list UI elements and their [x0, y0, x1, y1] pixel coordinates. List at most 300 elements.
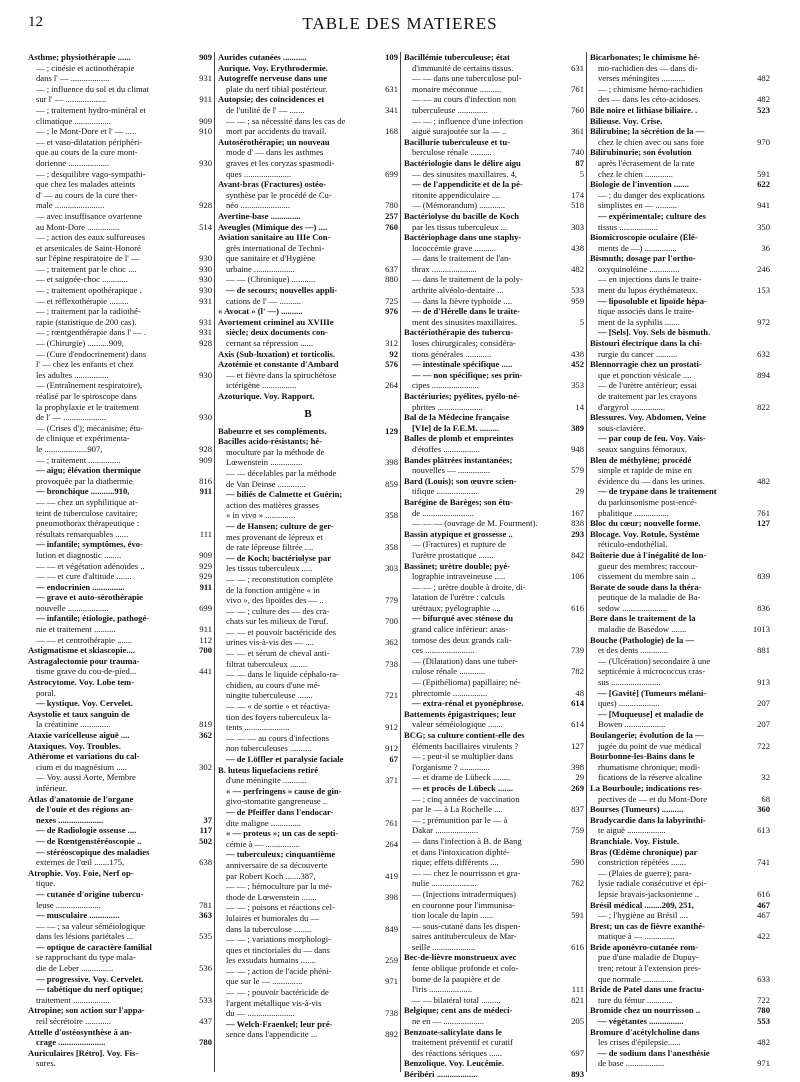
entry-page-ref: 358: [385, 542, 398, 553]
index-entry: [404, 518, 584, 529]
entry-page-ref: 931: [199, 73, 212, 84]
entry-page-ref: 590: [571, 857, 584, 868]
entry-page-ref: 909: [199, 454, 212, 465]
entry-text: par les tissus tuberculeux ...: [412, 221, 508, 232]
index-entry: [590, 1005, 770, 1016]
index-entry: [404, 942, 584, 953]
entry-text: Brésil médical ........209, 251,: [590, 899, 694, 910]
entry-text: — (Dilatation) dans une tuber-: [412, 655, 518, 666]
entry-page-ref: 836: [757, 602, 770, 613]
index-entry: [590, 910, 770, 921]
index-entry: [28, 561, 212, 572]
index-entry: [590, 1058, 770, 1069]
index-entry: [218, 84, 398, 95]
index-entry: [218, 179, 398, 190]
entry-text: — et réflexothérapie .........: [36, 295, 129, 306]
index-entry: [404, 709, 584, 720]
index-entry: [218, 479, 398, 490]
entry-text: Lœwenstein ...............: [226, 457, 303, 468]
index-entry: [404, 338, 584, 349]
entry-page-ref: 363: [199, 910, 212, 921]
entry-text: — ; le Mont-Dore et l' — .....: [36, 126, 137, 137]
entry-text: Asthme; physiothérapie ......: [28, 52, 131, 62]
index-entry: [590, 900, 770, 911]
entry-text: — dans le traitement de l'an-: [412, 253, 512, 264]
index-entry: [28, 730, 212, 741]
index-entry: [28, 645, 212, 656]
entry-text: Béribéri ...................: [404, 1069, 478, 1079]
entry-page-ref: 721: [385, 690, 398, 701]
index-entry: [218, 1029, 398, 1040]
entry-text: berculose rénale ..........: [412, 147, 492, 158]
entry-text: — et drame de Lübeck ........: [412, 772, 511, 783]
entry-text: — ; traitement opothérapique .: [36, 285, 142, 296]
entry-page-ref: 303: [571, 221, 584, 232]
entry-page-ref: 109: [385, 52, 398, 62]
entry-text: Bilirubinurie; son évolution: [590, 147, 692, 158]
index-entry: [28, 264, 212, 275]
entry-page-ref: 971: [757, 1058, 770, 1069]
entry-page-ref: 153: [757, 285, 770, 296]
entry-page-ref: 837: [571, 804, 584, 815]
index-entry: [404, 296, 584, 307]
index-entry: [590, 719, 770, 730]
entry-text: — — ; culture des — des cra-: [226, 605, 330, 616]
entry-text: tique.: [36, 878, 56, 889]
index-entry: [28, 571, 212, 582]
entry-text: « in vivo » ..............: [226, 510, 296, 521]
entry-page-ref: 438: [571, 242, 584, 253]
entry-page-ref: 722: [757, 740, 770, 751]
index-entry: [218, 105, 398, 116]
page-number: 12: [28, 14, 43, 30]
entry-text: Aviation sanitaire au IIIe Con-: [218, 232, 331, 243]
entry-text: simple et rapide de mise en: [598, 465, 692, 476]
entry-text: — ; rœntgenthérapie dans l' — .: [36, 327, 147, 338]
index-entry: [218, 426, 398, 437]
index-entry: [590, 550, 770, 561]
entry-text: et dans l'intoxication diphté-: [412, 846, 510, 857]
entry-text: ces .......................: [412, 645, 475, 656]
entry-page-ref: 533: [199, 994, 212, 1005]
entry-text: Atropine; son action sur l'appa-: [28, 1005, 145, 1016]
index-entry: [28, 677, 212, 688]
index-entry: [28, 370, 212, 381]
entry-text: — et fièvre dans la spirochétose: [226, 369, 337, 380]
entry-page-ref: 909: [199, 115, 212, 126]
entry-page-ref: 389: [571, 422, 584, 433]
entry-page-ref: 697: [571, 1047, 584, 1058]
index-entry: [28, 878, 212, 889]
index-entry: [590, 688, 770, 699]
entry-page-ref: 930: [199, 253, 212, 264]
entry-text: le ....................907,: [36, 443, 103, 454]
entry-page-ref: 362: [199, 730, 212, 740]
entry-text: Bassinet; urètre double; pyé-: [404, 560, 511, 571]
entry-page-ref: 638: [199, 857, 212, 868]
index-entry: [218, 563, 398, 574]
index-entry: [590, 465, 770, 476]
entry-text: — optique de caractère familial: [36, 941, 152, 952]
index-entry: [28, 529, 212, 540]
entry-text: thode de Lœwenstein .......: [226, 891, 317, 902]
entry-text: Blocage. Voy. Rotule, Système: [590, 528, 700, 539]
entry-text: Atlas d'anatomie de l'organe: [28, 793, 134, 804]
entry-text: la prophylaxie et le traitement: [36, 401, 140, 412]
index-entry: [28, 508, 212, 519]
entry-text: — — — au cours d'infections: [226, 732, 329, 743]
entry-page-ref: 838: [571, 518, 584, 529]
index-entry: [404, 974, 584, 985]
entry-text: Bras (Œdème chronique) par: [590, 846, 698, 857]
index-entry: [218, 274, 398, 285]
entry-text: — — ; action de l'acide phéni-: [226, 965, 332, 976]
index-column-1: [28, 52, 214, 1072]
entry-text: grès international de Techni-: [226, 242, 325, 253]
index-entry: [28, 63, 212, 74]
entry-page-ref: 269: [571, 782, 584, 793]
entry-text: Bard (Louis); son œuvre scien-: [404, 475, 517, 486]
index-entry: [218, 648, 398, 659]
index-entry: [28, 518, 212, 529]
index-entry: [590, 317, 770, 328]
entry-text: thrax .....................: [412, 263, 477, 274]
entry-text: — ; l'hygiène au Brésil ....: [598, 910, 689, 921]
entry-text: tomose des deux grands cali-: [412, 634, 512, 645]
entry-page-ref: 117: [199, 825, 212, 836]
index-entry: [590, 974, 770, 985]
entry-text: pectives de — et du Mont-Dore: [598, 793, 708, 804]
entry-text: de base ..................: [598, 1058, 665, 1069]
index-entry: [404, 349, 584, 360]
index-entry: [590, 518, 770, 529]
entry-text: sedow .....................: [598, 602, 668, 613]
index-entry: [28, 497, 212, 508]
entry-text: — de Radiologie osseuse ....: [36, 825, 137, 836]
entry-text: sures.: [36, 1058, 56, 1069]
entry-page-ref: 616: [571, 941, 584, 952]
index-entry: [590, 455, 770, 466]
index-entry: [590, 539, 770, 550]
entry-text: Branchiale. Voy. Fistule.: [590, 835, 680, 846]
entry-text: des — dans les céto-acidoses.: [598, 94, 701, 105]
index-entry: [590, 391, 770, 402]
entry-text: après l'écrasement de la rate: [598, 157, 695, 168]
entry-text: Balles de plomb et empreintes: [404, 433, 514, 444]
entry-text: et arsenicales de Saint-Honoré: [36, 242, 141, 253]
entry-text: bome de la paupière et de: [412, 973, 501, 984]
entry-text: « — proteus »; un cas de septi-: [226, 828, 339, 839]
entry-text: Bacillurie tuberculeuse et tu-: [404, 136, 511, 147]
entry-page-ref: 579: [571, 465, 584, 476]
entry-page-ref: 264: [385, 838, 398, 849]
entry-text: monaire méconnue ..........: [412, 83, 502, 94]
index-entry: [404, 1016, 584, 1027]
index-entry: [590, 126, 770, 137]
entry-text: Axis (Sub-luxation) et torticolis.: [218, 348, 335, 359]
entry-text: filtrat tuberculeux ........: [226, 658, 308, 669]
index-entry: [404, 730, 584, 741]
entry-page-ref: 87: [575, 157, 584, 168]
index-entry: [590, 444, 770, 455]
entry-text: verses méningites ...........: [598, 73, 686, 84]
index-entry: [218, 934, 398, 945]
index-entry: [404, 158, 584, 169]
entry-page-ref: 699: [199, 602, 212, 613]
entry-text: — — « de sortie » et réactiva-: [226, 701, 331, 712]
index-entry: [404, 274, 584, 285]
index-entry: [404, 497, 584, 508]
index-entry: [590, 147, 770, 158]
entry-text: tifique ...................: [412, 486, 478, 497]
entry-text: Brest; un cas de fièvre exanthé-: [590, 920, 705, 931]
index-entry: [218, 924, 398, 935]
index-entry: [28, 222, 212, 233]
entry-page-ref: 518: [571, 200, 584, 211]
index-entry: [404, 995, 584, 1006]
entry-page-ref: 482: [757, 475, 770, 486]
entry-page-ref: 912: [385, 722, 398, 733]
entry-text: septicémie à micrococcus cras-: [598, 666, 706, 677]
index-entry: [218, 606, 398, 617]
entry-page-ref: 482: [757, 94, 770, 105]
index-entry: [590, 433, 770, 444]
entry-text: « — perfringens » cause de gin-: [226, 785, 342, 796]
entry-page-ref: 959: [571, 295, 584, 306]
entry-text: Bilieuse. Voy. Crise.: [590, 115, 663, 126]
entry-text: Azotémie et constante d'Ambard: [218, 359, 339, 370]
index-entry: [218, 521, 398, 532]
index-entry: [218, 116, 398, 127]
entry-text: — — non spécifique; ses prin-: [412, 369, 523, 380]
entry-text: évidence du — dans les urines.: [598, 475, 705, 486]
entry-text: — — et végétation adénoïdes ..: [36, 560, 145, 571]
index-entry: [218, 733, 398, 744]
entry-text: te aiguë ..................: [598, 825, 666, 836]
entry-text: teint de tuberculose cavitaire;: [36, 507, 138, 518]
entry-text: cations de l' — ..........: [226, 295, 302, 306]
index-entry: [404, 666, 584, 677]
entry-page-ref: 29: [575, 772, 584, 783]
index-column-4: [586, 52, 772, 1072]
index-entry: [590, 868, 770, 879]
index-entry: [218, 574, 398, 585]
index-entry: [590, 359, 770, 370]
entry-page-ref: 32: [761, 772, 770, 783]
index-entry: [218, 391, 398, 402]
entry-text: — intestinale spécifique .....: [412, 359, 513, 370]
entry-text: dans les lésions pariétales ...: [36, 931, 134, 942]
index-entry: [28, 433, 212, 444]
entry-text: simplistes en — ..........: [598, 200, 678, 211]
index-entry: [218, 1008, 398, 1019]
entry-text: « Avocat » (l' —) ..........: [218, 306, 303, 317]
entry-text: Bride de Patel dans une fractu-: [590, 984, 705, 995]
entry-text: — stéréoscopique des maladies: [36, 846, 150, 857]
entry-page-ref: 911: [199, 624, 212, 635]
entry-text: Bromure d'acétylcholine dans: [590, 1026, 700, 1037]
entry-text: Aveugles (Mimique des —) ....: [218, 221, 328, 232]
entry-text: loses chirurgicales; considéra-: [412, 338, 516, 349]
index-entry: [590, 582, 770, 593]
index-entry: [218, 542, 398, 553]
entry-page-ref: 168: [385, 126, 398, 137]
index-entry: [404, 963, 584, 974]
entry-page-ref: 5: [579, 168, 584, 179]
index-entry: [28, 190, 212, 201]
entry-text: graves et les coryzas spasmodi-: [226, 157, 335, 168]
index-entry: [590, 158, 770, 169]
index-entry: [404, 1048, 584, 1059]
entry-text: culose rénale ............: [412, 666, 486, 677]
entry-text: en couronne pour l'immunisa-: [412, 899, 515, 910]
entry-text: Boîterie due à l'inégalité de lon-: [590, 549, 707, 560]
index-entry: [404, 1037, 584, 1048]
index-entry: [218, 137, 398, 148]
entry-text: les exsudats humains .......: [226, 955, 316, 966]
index-entry: [28, 963, 212, 974]
index-entry: [590, 921, 770, 932]
entry-page-ref: 398: [571, 761, 584, 772]
entry-text: de l'ouïe et des régions an-: [36, 804, 133, 815]
entry-page-ref: 514: [199, 221, 212, 232]
entry-text: maladie de Basedow .......: [598, 624, 687, 635]
entry-text: — de Hansen; culture de ger-: [226, 520, 334, 531]
index-entry: [404, 444, 584, 455]
index-entry: [218, 73, 398, 84]
entry-text: — (Plaies de guerre); para-: [598, 867, 692, 878]
entry-text: Bactériuries; pyélites, pyélo-né-: [404, 391, 520, 401]
entry-text: male .......................: [36, 200, 105, 211]
index-entry: [590, 327, 770, 338]
index-entry: [590, 169, 770, 180]
index-entry: [28, 1027, 212, 1038]
index-entry: [28, 317, 212, 328]
index-entry: [218, 489, 398, 500]
entry-text: d'immunité de certains tissus.: [412, 62, 514, 73]
index-entry: [404, 529, 584, 540]
index-entry: [404, 63, 584, 74]
entry-text: — de trypane dans le traitement: [598, 486, 717, 497]
entry-page-ref: 931: [199, 327, 212, 338]
index-entry: [218, 627, 398, 638]
entry-text: dans l' — ..................: [36, 73, 110, 84]
index-entry: [28, 868, 212, 879]
index-entry: [28, 306, 212, 317]
entry-page-ref: 881: [757, 645, 770, 656]
entry-text: — (Epithélioma) papillaire; né-: [412, 677, 521, 688]
index-entry: [404, 285, 584, 296]
entry-page-ref: 111: [199, 528, 212, 539]
index-entry: [404, 815, 584, 826]
index-entry: [404, 94, 584, 105]
entry-page-ref: 930: [199, 274, 212, 285]
index-entry: [590, 1048, 770, 1059]
index-entry: [404, 889, 584, 900]
entry-text: climatique .................: [36, 115, 111, 126]
entry-text: provoquée par la diathermie: [36, 475, 133, 486]
entry-text: lysie radiale consécutive et épi-: [598, 878, 707, 889]
index-entry: [218, 945, 398, 956]
entry-text: — (Cure d'endocrinement) dans: [36, 348, 147, 359]
index-entry: [590, 200, 770, 211]
entry-page-ref: 859: [385, 478, 398, 489]
entry-text: — — ; urètre double à droite, di-: [412, 581, 526, 592]
entry-text: Ataxiques. Voy. Troubles.: [28, 740, 121, 751]
entry-page-ref: 127: [757, 518, 770, 529]
entry-page-ref: 106: [571, 571, 584, 582]
entry-text: Astrocytome. Voy. Lobe tem-: [28, 677, 135, 688]
entry-text: tents .....................: [226, 722, 290, 733]
index-entry: [28, 465, 212, 476]
index-entry: [28, 1005, 212, 1016]
entry-page-ref: 467: [757, 899, 770, 910]
entry-text: ment de la syphilis .......: [598, 316, 680, 327]
index-entry: [404, 719, 584, 730]
index-entry: [590, 783, 770, 794]
index-entry: [28, 900, 212, 911]
index-entry: [590, 645, 770, 656]
entry-page-ref: 482: [571, 263, 584, 274]
index-entry: [218, 680, 398, 691]
index-entry: [404, 222, 584, 233]
entry-text: Barégine de Barèges; son étu-: [404, 496, 513, 507]
index-entry: [404, 868, 584, 879]
index-entry: [218, 296, 398, 307]
entry-page-ref: 174: [571, 189, 584, 200]
entry-text: du — ......................: [226, 1008, 295, 1019]
entry-text: Bouche (Pathologie) de la —: [590, 634, 695, 645]
index-entry: [590, 380, 770, 391]
entry-page-ref: 293: [571, 528, 584, 539]
entry-page-ref: 422: [757, 931, 770, 942]
entry-text: — dans le traitement de la poly-: [412, 274, 523, 285]
index-entry: [590, 889, 770, 900]
entry-text: ques) ...................: [598, 698, 660, 709]
index-entry: [28, 338, 212, 349]
index-entry: [590, 942, 770, 953]
entry-text: — ; chimisme hémo-rachidien: [598, 83, 703, 94]
entry-text: néo .......................: [226, 200, 290, 211]
index-entry: [28, 582, 212, 593]
index-entry: [404, 952, 584, 963]
entry-text: pue d'une maladie de Dupuy-: [598, 952, 699, 963]
entry-page-ref: 819: [199, 719, 212, 730]
entry-text: rhumatisme chronique; modi-: [598, 761, 701, 772]
index-entry: [28, 688, 212, 699]
index-entry: [218, 828, 398, 839]
index-entry: [218, 285, 398, 296]
entry-text: mes provenant de lépreux et: [226, 531, 323, 542]
entry-text: et des dents .............: [598, 645, 669, 656]
entry-page-ref: 1013: [752, 624, 770, 635]
entry-text: anniversaire de sa découverte: [226, 859, 328, 870]
entry-text: — en injections dans le traite-: [598, 274, 702, 285]
index-entry: [28, 116, 212, 127]
index-entry: [404, 391, 584, 402]
index-entry: [218, 881, 398, 892]
index-entry: [590, 179, 770, 190]
entry-text: — [Sels]. Voy. Sels de bismuth.: [598, 327, 711, 338]
entry-text: action des matières grasses: [226, 499, 319, 510]
index-entry: [590, 794, 770, 805]
index-entry: [218, 966, 398, 977]
index-entry: [218, 243, 398, 254]
entry-text: l'organisme ? ..............: [412, 761, 490, 772]
index-entry: [28, 274, 212, 285]
index-entry: [404, 1058, 584, 1069]
index-entry: [404, 126, 584, 137]
